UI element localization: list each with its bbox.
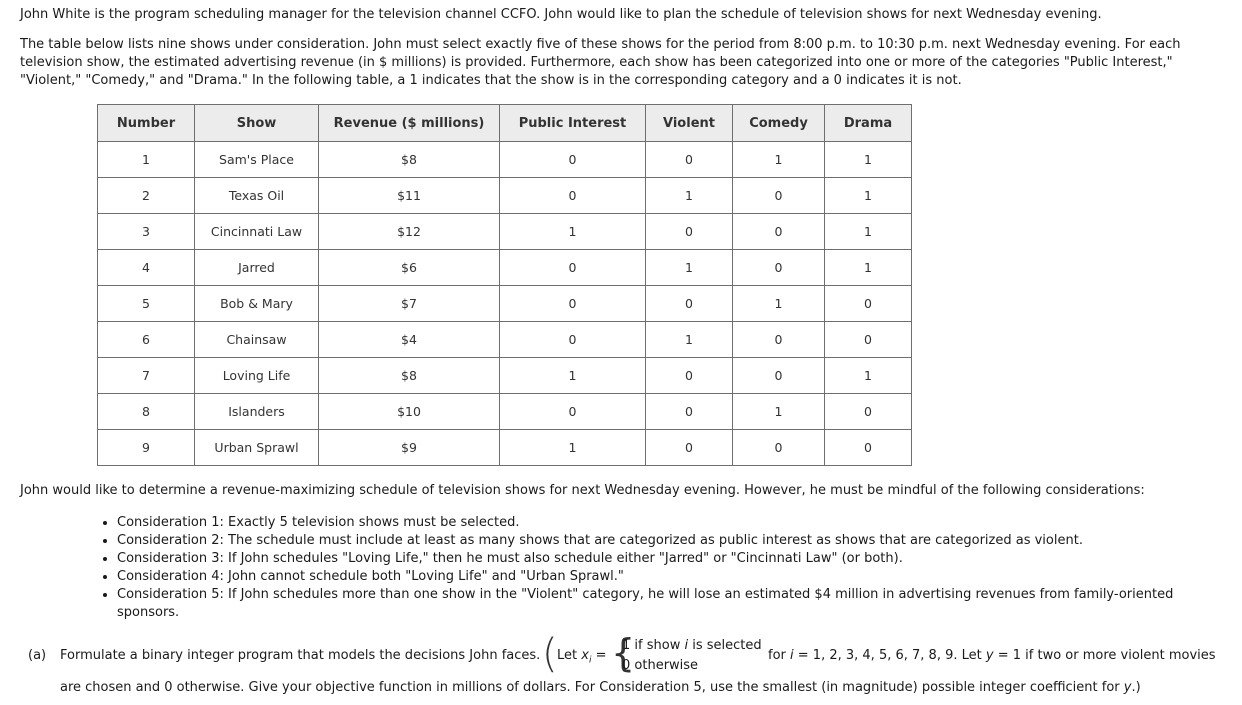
cell-comedy: 1	[733, 394, 825, 430]
cell-drama: 1	[825, 142, 912, 178]
cell-drama: 0	[825, 394, 912, 430]
intro-paragraph: John White is the program scheduling manager for the television channel CCFO. John would like to plan the schedule of television shows for next Wednesday evening.	[20, 7, 1102, 22]
cell-public-interest: 0	[500, 322, 646, 358]
considerations-list	[96, 514, 1217, 622]
cell-violent: 1	[646, 250, 733, 286]
cell-number: 2	[98, 178, 195, 214]
cell-public-interest: 0	[500, 142, 646, 178]
cell-comedy: 0	[733, 430, 825, 466]
cell-comedy: 0	[733, 178, 825, 214]
cell-comedy: 1	[733, 286, 825, 322]
brace-symbol: {	[611, 631, 636, 675]
table-row	[98, 250, 912, 286]
cell-drama: 1	[825, 214, 912, 250]
cell-drama: 0	[825, 286, 912, 322]
table-row	[98, 322, 912, 358]
cell-revenue: $9	[319, 430, 500, 466]
cell-revenue: $6	[319, 250, 500, 286]
header-revenue: Revenue ($ millions)	[319, 105, 500, 142]
consideration-item: • Consideration 3: If John schedules "Loving Life," then he must also schedule either "Jarred" or "Cincinnati Law" (or both).	[117, 550, 1217, 568]
cell-revenue: $4	[319, 322, 500, 358]
shows-table	[97, 104, 912, 466]
cell-public-interest: 1	[500, 214, 646, 250]
description-paragraph: The table below lists nine shows under consideration. John must select exactly five of these shows for the period from 8:00 p.m. to 10:30 p.m. next Wednesday evening. For each television show, the estimated advertising revenue (in $ millions) is provided. Furthermore, each show has been categorized into one or more of the categories "Public Interest," "Violent," "Comedy," and "Drama." In the following table, a 1 indicates that the show is in the corresponding category and a 0 indicates it is not.	[20, 37, 1181, 88]
cell-number: 4	[98, 250, 195, 286]
cell-show: Bob & Mary	[195, 286, 319, 322]
cell-revenue: $12	[319, 214, 500, 250]
cell-comedy: 1	[733, 142, 825, 178]
table-header-row	[98, 105, 912, 142]
consideration-item: • Consideration 1: Exactly 5 television shows must be selected.	[117, 514, 1217, 532]
consideration-item: • Consideration 5: If John schedules more than one show in the "Violent" category, he will lose an estimated $4 million in advertising revenues from family-oriented sponsors.	[117, 586, 1217, 622]
question-text: Formulate a binary integer program that models the decisions John faces.	[60, 648, 541, 663]
table-row	[98, 214, 912, 250]
header-drama: Drama	[825, 105, 912, 142]
cell-comedy: 0	[733, 214, 825, 250]
cell-violent: 1	[646, 322, 733, 358]
table-body	[98, 142, 912, 466]
cell-public-interest: 1	[500, 358, 646, 394]
cell-show: Texas Oil	[195, 178, 319, 214]
cell-show: Loving Life	[195, 358, 319, 394]
open-paren-symbol: (	[542, 631, 558, 677]
cell-number: 1	[98, 142, 195, 178]
cell-public-interest: 0	[500, 394, 646, 430]
header-violent: Violent	[646, 105, 733, 142]
question-a	[28, 631, 1238, 704]
cell-comedy: 0	[733, 322, 825, 358]
cell-number: 6	[98, 322, 195, 358]
table-row	[98, 178, 912, 214]
cell-public-interest: 0	[500, 286, 646, 322]
table-row	[98, 358, 912, 394]
case-otherwise: 0 otherwise	[622, 658, 699, 673]
cell-show: Sam's Place	[195, 142, 319, 178]
cell-show: Jarred	[195, 250, 319, 286]
header-comedy: Comedy	[733, 105, 825, 142]
cell-number: 3	[98, 214, 195, 250]
table-row	[98, 394, 912, 430]
question-label: (a)	[28, 648, 47, 663]
cell-comedy: 0	[733, 358, 825, 394]
cell-show: Chainsaw	[195, 322, 319, 358]
cell-drama: 0	[825, 322, 912, 358]
cell-public-interest: 1	[500, 430, 646, 466]
question-instructions: are chosen and 0 otherwise. Give your objective function in millions of dollars. For Consideration 5, use the smallest (in magnitude) possible integer coefficient for y.)	[60, 680, 1141, 695]
variable-definition: Let $x_i$ =	[557, 648, 607, 666]
cell-revenue: $7	[319, 286, 500, 322]
cell-number: 8	[98, 394, 195, 430]
header-number: Number	[98, 105, 195, 142]
cell-number: 9	[98, 430, 195, 466]
cell-violent: 0	[646, 286, 733, 322]
cell-show: Cincinnati Law	[195, 214, 319, 250]
table-row	[98, 142, 912, 178]
cell-number: 7	[98, 358, 195, 394]
cell-drama: 1	[825, 250, 912, 286]
cell-public-interest: 0	[500, 250, 646, 286]
table-row	[98, 286, 912, 322]
cell-comedy: 0	[733, 250, 825, 286]
table-row	[98, 430, 912, 466]
cell-show: Islanders	[195, 394, 319, 430]
cell-revenue: $11	[319, 178, 500, 214]
header-show: Show	[195, 105, 319, 142]
cell-violent: 1	[646, 178, 733, 214]
index-range: for i = 1, 2, 3, 4, 5, 6, 7, 8, 9. Let y = 1 if two or more violent movies	[768, 648, 1216, 663]
cell-number: 5	[98, 286, 195, 322]
cell-violent: 0	[646, 142, 733, 178]
considerations-lead: John would like to determine a revenue-maximizing schedule of television shows for next Wednesday evening. However, he must be mindful of the following considerations:	[20, 483, 1145, 498]
consideration-item: • Consideration 4: John cannot schedule both "Loving Life" and "Urban Sprawl."	[117, 568, 1217, 586]
cell-revenue: $10	[319, 394, 500, 430]
cell-revenue: $8	[319, 142, 500, 178]
cell-violent: 0	[646, 358, 733, 394]
header-public-interest: Public Interest	[500, 105, 646, 142]
consideration-item: • Consideration 2: The schedule must include at least as many shows that are categorized as public interest as shows that are categorized as violent.	[117, 532, 1217, 550]
cell-public-interest: 0	[500, 178, 646, 214]
cell-revenue: $8	[319, 358, 500, 394]
cell-show: Urban Sprawl	[195, 430, 319, 466]
cell-drama: 0	[825, 430, 912, 466]
cell-drama: 1	[825, 358, 912, 394]
case-selected: 1 if show i is selected	[622, 638, 762, 653]
cell-violent: 0	[646, 394, 733, 430]
cell-drama: 1	[825, 178, 912, 214]
cell-violent: 0	[646, 430, 733, 466]
cell-violent: 0	[646, 214, 733, 250]
